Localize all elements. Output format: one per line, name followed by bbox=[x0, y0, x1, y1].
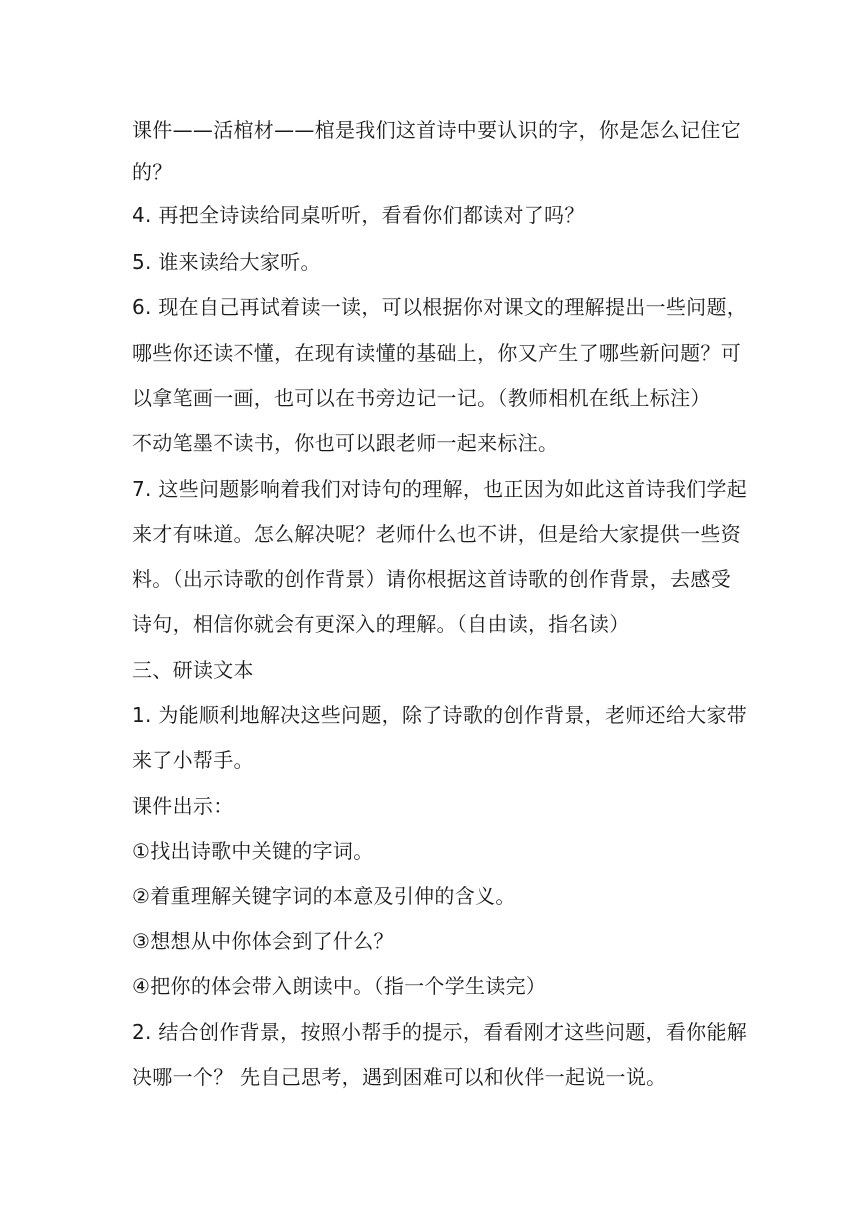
text-line: 以拿笔画一画，也可以在书旁边记一记。（教师相机在纸上标注） bbox=[132, 386, 711, 410]
list-item: ③想想从中你体会到了什么？ bbox=[132, 929, 394, 953]
list-item: ②着重理解关键字词的本意及引伸的含义。 bbox=[132, 884, 516, 908]
text-line: 2. 结合创作背景，按照小帮手的提示，看看刚才这些问题，看你能解 bbox=[132, 1020, 748, 1044]
text-line: 5. 谁来读给大家听。 bbox=[132, 250, 321, 274]
text-line: 7. 这些问题影响着我们对诗句的理解，也正因为如此这首诗我们学起 bbox=[132, 477, 748, 501]
text-line: 料。（出示诗歌的创作背景）请你根据这首诗歌的创作背景，去感受 bbox=[132, 567, 731, 591]
text-line: 6. 现在自己再试着读一读，可以根据你对课文的理解提出一些问题， bbox=[132, 295, 748, 319]
text-line: 哪些你还读不懂，在现有读懂的基础上，你又产生了哪些新问题？可 bbox=[132, 341, 741, 365]
text-line: 1. 为能顺利地解决这些问题，除了诗歌的创作背景，老师还给大家带 bbox=[132, 703, 748, 727]
text-line: 4. 再把全诗读给同桌听听，看看你们都读对了吗？ bbox=[132, 203, 585, 227]
list-item: ①找出诗歌中关键的字词。 bbox=[132, 839, 374, 863]
text-line: 来才有味道。怎么解决呢？老师什么也不讲，但是给大家提供一些资 bbox=[132, 522, 741, 546]
text-line: 课件——活棺材——棺是我们这首诗中要认识的字，你是怎么记住它 bbox=[132, 118, 741, 142]
text-line: 课件出示： bbox=[132, 794, 234, 818]
text-line: 诗句，相信你就会有更深入的理解。（自由读，指名读） bbox=[132, 612, 630, 636]
section-heading: 三、研读文本 bbox=[132, 658, 254, 682]
text-line: 不动笔墨不读书，你也可以跟老师一起来标注。 bbox=[132, 431, 559, 455]
text-line: 决哪一个？ 先自己思考，遇到困难可以和伙伴一起说一说。 bbox=[132, 1065, 667, 1089]
list-item: ④把你的体会带入朗读中。（指一个学生读完） bbox=[132, 974, 547, 998]
text-line: 来了小帮手。 bbox=[132, 748, 254, 772]
text-line: 的？ bbox=[132, 160, 173, 184]
